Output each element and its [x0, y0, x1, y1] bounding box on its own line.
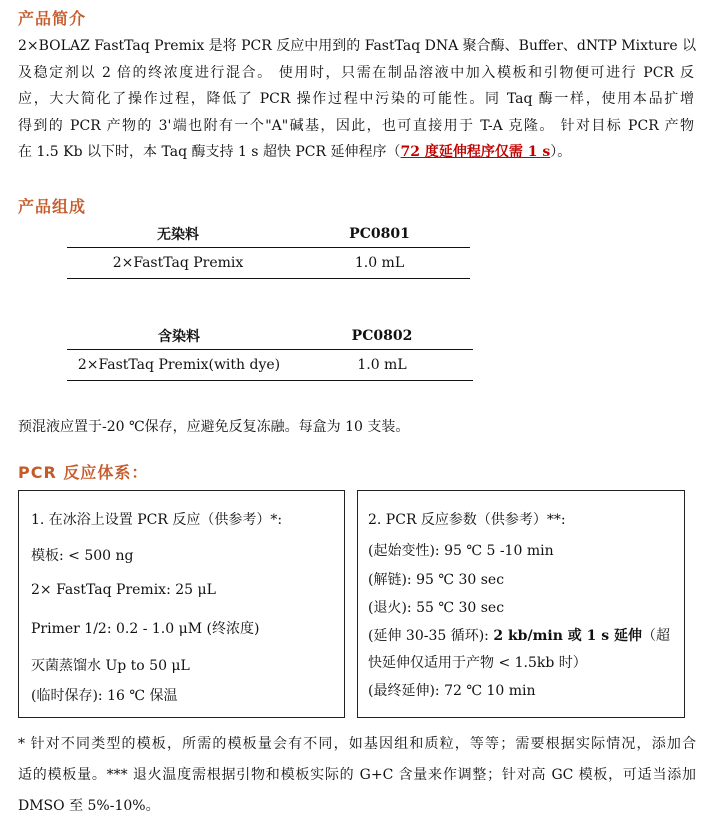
pcr-parameters-box	[357, 490, 685, 718]
params-title: 2. PCR 反应参数（供参考）**:	[368, 512, 566, 528]
params-initial-denature: (起始变性): 95 ℃ 5 -10 min	[368, 543, 554, 559]
params-extension-note: 快延伸仅适用于产物 < 1.5kb 时）	[368, 655, 587, 671]
setup-title: 1. 在冰浴上设置 PCR 反应（供参考）*:	[31, 512, 283, 528]
composition-heading: 产品组成	[18, 197, 87, 216]
intro-line-5-suffix: ）。	[550, 144, 572, 160]
composition-table-no-dye	[67, 221, 470, 279]
setup-premix: 2× FastTaq Premix: 25 μL	[31, 582, 216, 598]
intro-line-5	[18, 139, 694, 166]
footnote	[18, 729, 696, 822]
intro-line-5-prefix: 在 1.5 Kb 以下时，本 Taq 酶支持 1 s 超快 PCR 延伸程序（	[18, 144, 401, 160]
table2-row-name: 2×FastTaq Premix(with dye)	[67, 350, 291, 381]
intro-paragraph	[18, 33, 697, 166]
footnote-line-3: DMSO 至 5%-10%。	[18, 798, 160, 814]
footnote-line-2: 适的模板量。*** 退火温度需根据引物和模板实际的 G+C 含量来作调整；针对高 GC 模板，可适当添加	[18, 767, 696, 783]
setup-water: 灭菌蒸馏水 Up to 50 μL	[31, 658, 190, 674]
storage-note: 预混液应置于-20 ℃保存，应避免反复冻融。每盒为 10 支装。	[18, 419, 410, 435]
setup-primer: Primer 1/2: 0.2 - 1.0 μM (终浓度)	[31, 621, 260, 637]
table1-header-code: PC0801	[289, 221, 470, 248]
fast-extension-highlight: 72 度延伸程序仅需 1 s	[400, 144, 551, 160]
intro-line-2: 及稳定剂以 2 倍的终浓度进行混合。 使用时，只需在制品溶液中加入模板和引物便可进行 PCR 反	[18, 64, 694, 81]
table1-row-value: 1.0 mL	[289, 248, 470, 279]
table1-row-name: 2×FastTaq Premix	[67, 248, 289, 279]
setup-storage: (临时保存): 16 ℃ 保温	[31, 688, 178, 704]
pcr-heading: PCR 反应体系：	[18, 463, 149, 482]
table1-header-type: 无染料	[67, 221, 289, 248]
table2-header-type: 含染料	[67, 323, 291, 350]
setup-template: 模板: < 500 ng	[31, 548, 134, 564]
composition-table-with-dye	[67, 323, 473, 381]
intro-line-3: 应，大大简化了操作过程，降低了 PCR 操作过程中污染的可能性。同 Taq 酶一样，使用本品扩增	[18, 91, 694, 107]
table2-header-code: PC0802	[291, 323, 473, 350]
params-final-extension: (最终延伸): 72 ℃ 10 min	[368, 683, 536, 699]
params-extension-prefix: (延伸 30-35 循环):	[368, 628, 494, 644]
params-extension	[368, 625, 670, 645]
footnote-line-1: * 针对不同类型的模板，所需的模板量会有不同，如基因组和质粒，等等；需要根据实际情况，添加合	[18, 736, 696, 752]
intro-line-1: 2×BOLAZ FastTaq Premix 是将 PCR 反应中用到的 FastTaq DNA 聚合酶、Buffer、dNTP Mixture 以	[18, 38, 697, 54]
params-extension-bold: 2 kb/min 或 1 s 延伸	[493, 628, 643, 644]
intro-line-4: 得到的 PCR 产物的 3'端也附有一个"A"碱基，因此，也可直接用于 T-A 克隆。 针对目标 PCR 产物	[18, 117, 694, 134]
params-anneal: (退火): 55 ℃ 30 sec	[368, 600, 505, 616]
table2-row-value: 1.0 mL	[291, 350, 473, 381]
params-denature: (解链): 95 ℃ 30 sec	[368, 572, 505, 588]
intro-heading: 产品简介	[18, 9, 87, 28]
params-extension-suffix: （超	[642, 628, 671, 644]
pcr-setup-box	[18, 490, 345, 718]
